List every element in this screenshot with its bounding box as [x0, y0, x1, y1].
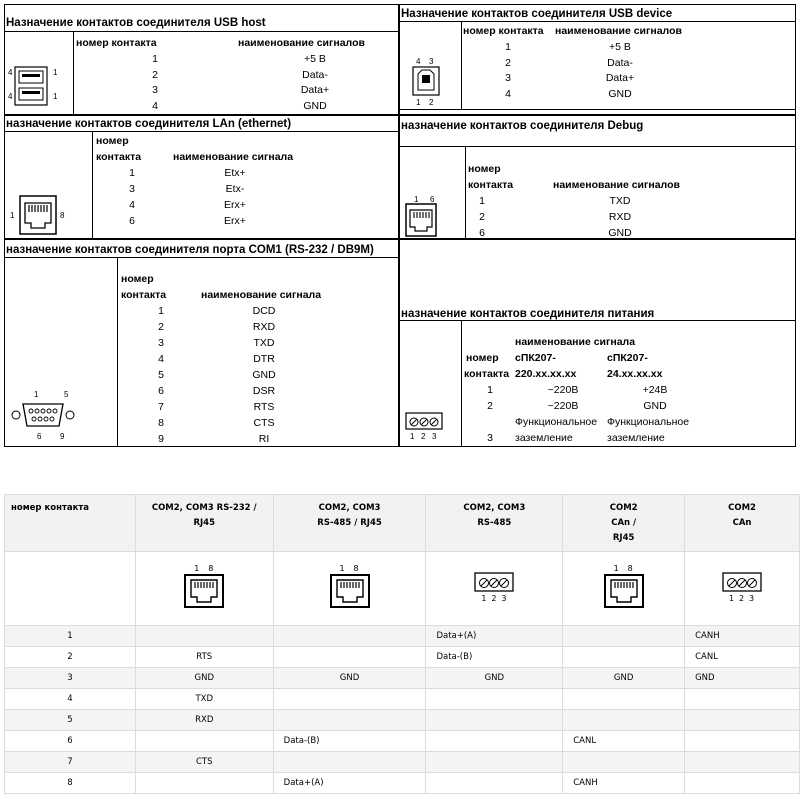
table-cell: Data+(A) [273, 773, 426, 794]
table-cell: 1 [5, 626, 136, 647]
usb-host-row-signal: GND [303, 100, 327, 113]
lan-row-signal: Etx+ [224, 167, 246, 179]
table-cell [563, 626, 685, 647]
usb-host-row-number: 2 [152, 68, 158, 81]
table-row [5, 668, 800, 689]
usb-device-col-contact: номер контакта [463, 25, 544, 37]
table-cell: 2 [5, 647, 136, 668]
rj45-pin-label: 8 [353, 564, 359, 573]
table-cell: GND [563, 668, 685, 689]
com1-title: назначение контактов соединителя порта COM1 (RS-232 / DB9M) [6, 244, 374, 256]
debug-col-signal: наименование сигналов [553, 179, 680, 191]
com1-row-signal: TXD [253, 337, 275, 349]
usb-host-pin-label: 4 [8, 92, 13, 101]
power-row-number: 1 [487, 384, 493, 396]
column-header-line: COM2, COM3 [318, 503, 381, 513]
usb-host-col-contact: номер контакта [76, 37, 157, 49]
table-cell [273, 647, 426, 668]
com1-row-number: 7 [158, 401, 164, 413]
com1-pin-label: 5 [64, 390, 69, 399]
lan-row-signal: Erx+ [224, 199, 246, 211]
com1-col-contact: номер [121, 273, 154, 285]
terminal-pin-label: 2 [491, 593, 497, 603]
connector-cell [273, 552, 426, 626]
table-cell: CANL [563, 731, 685, 752]
power-pin-label: 1 [410, 432, 415, 441]
rj45-icon [330, 566, 370, 610]
table-cell: Data+(A) [426, 626, 563, 647]
usb-host-col-signal: наименование сигналов [238, 37, 365, 49]
table-row [5, 710, 800, 731]
power-row-value: заземление [607, 432, 665, 444]
lan-row-number: 3 [129, 183, 135, 195]
table-cell: CANL [685, 647, 800, 668]
usb-device-pin-label: 2 [429, 98, 434, 107]
table-cell: GND [426, 668, 563, 689]
table-cell: 6 [5, 731, 136, 752]
lan-title-rule [4, 131, 399, 132]
column-header [5, 495, 136, 552]
table-cell: CTS [135, 752, 273, 773]
table-row [5, 647, 800, 668]
debug-pin-label: 1 [414, 195, 419, 204]
table-cell [563, 647, 685, 668]
table-cell: 7 [5, 752, 136, 773]
table-cell [273, 752, 426, 773]
table-cell: RXD [135, 710, 273, 731]
table-cell [273, 710, 426, 731]
com1-row-number: 1 [158, 305, 164, 317]
table-cell [273, 689, 426, 710]
table-row [5, 689, 800, 710]
power-row-value: ~220В [547, 400, 579, 412]
column-header-line: COM2, COM3 [463, 503, 526, 513]
lan-row-number: 4 [129, 199, 135, 211]
column-header [135, 495, 273, 552]
lan-col-contact: номер [96, 135, 129, 147]
usb-host-pin-label: 4 [8, 68, 13, 77]
com1-row-number: 6 [158, 385, 164, 397]
com-pinout-table [4, 494, 800, 794]
usb-host-row-signal: Data+ [300, 84, 330, 97]
power-row-value: +24В [642, 384, 668, 396]
column-header [563, 495, 685, 552]
usb-host-row-signal: +5 В [304, 53, 326, 65]
column-header-line: COM2 [728, 503, 756, 513]
lan-pin-label: 8 [60, 211, 65, 220]
debug-row-number: 6 [479, 227, 485, 239]
table-cell [685, 752, 800, 773]
terminal-block-icon [474, 572, 514, 606]
debug-row-number: 1 [479, 195, 485, 207]
power-divider [461, 320, 462, 447]
debug-pin-label: 6 [430, 195, 435, 204]
com1-row-signal: DTR [253, 353, 275, 365]
usb-device-title: Назначение контактов соединителя USB device [401, 8, 673, 20]
table-cell: CANH [563, 773, 685, 794]
lan-divider [92, 131, 93, 239]
table-cell: Data-(B) [426, 647, 563, 668]
usb-device-pin-label: 1 [416, 98, 421, 107]
column-header-line: COM2, COM3 RS-232 / [151, 503, 257, 513]
column-header [273, 495, 426, 552]
connector-cell [135, 552, 273, 626]
terminal-pin-label: 2 [739, 593, 745, 603]
table-cell [426, 752, 563, 773]
table-cell [685, 710, 800, 731]
usb-device-row-signal: Data- [607, 56, 633, 69]
com1-pin-label: 6 [37, 432, 42, 441]
power-title-rule [399, 320, 796, 321]
debug-col-contact: номер [468, 163, 501, 175]
table-cell: 8 [5, 773, 136, 794]
power-pin-label: 2 [421, 432, 426, 441]
power-col-contact: контакта [464, 368, 510, 380]
usb-device-title-rule [399, 21, 796, 22]
table-cell [426, 710, 563, 731]
lan-col-signal: наименование сигнала [173, 151, 294, 163]
table-cell [426, 773, 563, 794]
connector-cell [5, 552, 136, 626]
lan-row-signal: Erx+ [224, 215, 246, 227]
table-cell [135, 626, 273, 647]
column-header-line: RJ45 [193, 518, 216, 528]
table-cell: GND [273, 668, 426, 689]
usb-device-connector-icon [412, 66, 440, 96]
column-header-line: номер контакта [11, 503, 90, 513]
power-terminal-block-icon [405, 412, 443, 430]
column-header-line: CAn / [611, 518, 637, 528]
power-title: назначение контактов соединителя питания [401, 308, 655, 320]
usb-device-row-signal: GND [608, 88, 632, 101]
power-row-value: заземление [515, 432, 573, 444]
usb-host-pin-label: 1 [53, 68, 58, 77]
com1-pin-label: 9 [60, 432, 65, 441]
terminal-pin-label: 3 [749, 593, 755, 603]
table-cell: 4 [5, 689, 136, 710]
usb-host-connector-icon [14, 66, 48, 106]
debug-rj-connector-icon [405, 203, 437, 237]
table-cell: CANH [685, 626, 800, 647]
column-header [685, 495, 800, 552]
power-row-value: Функциональное [515, 416, 598, 428]
usb-device-row-signal: Data+ [605, 72, 635, 85]
lan-row-number: 1 [129, 167, 135, 179]
table-cell [273, 626, 426, 647]
rj45-pin-label: 1 [339, 564, 345, 573]
usb-device-row-number: 3 [505, 72, 511, 85]
rj45-icon [604, 566, 644, 610]
connector-cell [563, 552, 685, 626]
com1-row-signal: GND [252, 369, 276, 381]
usb-host-divider [73, 31, 74, 115]
debug-row-signal: TXD [609, 195, 631, 207]
column-header-line: RS-485 / RJ45 [317, 518, 382, 528]
column-header-line: COM2 [609, 503, 638, 513]
power-model-220: 220.xx.xx.xx [515, 368, 577, 380]
column-header [426, 495, 563, 552]
usb-device-row-number: 1 [505, 41, 511, 53]
table-icon-row [5, 552, 800, 626]
usb-host-row-number: 3 [152, 84, 158, 97]
com1-row-signal: RTS [253, 401, 275, 413]
table-row [5, 752, 800, 773]
lan-title: назначение контактов соединителя LAn (ethernet) [6, 118, 292, 130]
lan-col-contact: контакта [96, 151, 142, 163]
table-cell [135, 773, 273, 794]
com1-row-number: 5 [158, 369, 164, 381]
com1-db9-connector-icon [10, 400, 76, 430]
com1-row-number: 4 [158, 353, 164, 365]
table-cell [685, 773, 800, 794]
connector-cell [685, 552, 800, 626]
lan-row-signal: Etx- [225, 183, 245, 195]
usb-host-row-number: 1 [152, 53, 158, 65]
table-cell [426, 689, 563, 710]
table-cell: TXD [135, 689, 273, 710]
table-header-row [5, 495, 800, 552]
usb-device-row-number: 4 [505, 88, 511, 101]
connector-cell [426, 552, 563, 626]
power-model-220: сПК207- [515, 352, 556, 364]
column-header-line: CAn [732, 518, 752, 528]
power-model-24: сПК207- [607, 352, 648, 364]
power-row-number: 2 [487, 400, 493, 412]
com1-row-signal: DCD [252, 305, 276, 317]
power-model-24: 24.xx.xx.xx [607, 368, 663, 380]
power-pin-label: 3 [432, 432, 437, 441]
lan-rj45-icon [19, 195, 57, 235]
table-cell: Data-(B) [273, 731, 426, 752]
table-cell: GND [135, 668, 273, 689]
table-cell [426, 731, 563, 752]
usb-device-bottom-rule [399, 109, 796, 110]
table-cell [563, 752, 685, 773]
debug-row-number: 2 [479, 211, 485, 223]
table-cell: 3 [5, 668, 136, 689]
debug-row-signal: GND [608, 227, 632, 239]
terminal-block-icon [722, 572, 762, 606]
com1-row-number: 8 [158, 417, 164, 429]
column-header-line: RS-485 [477, 518, 512, 528]
table-cell: GND [685, 668, 800, 689]
com1-title-rule [4, 257, 399, 258]
table-cell: 5 [5, 710, 136, 731]
rj45-pin-label: 1 [613, 564, 619, 573]
usb-host-title: Назначение контактов соединителя USB host [6, 17, 266, 29]
debug-row-signal: RXD [608, 211, 632, 223]
com1-divider [117, 257, 118, 447]
com1-row-signal: CTS [253, 417, 275, 429]
table-cell [685, 731, 800, 752]
com1-col-signal: наименование сигнала [201, 289, 322, 301]
lan-panel [4, 115, 399, 239]
table-cell [685, 689, 800, 710]
power-col-contact: номер [466, 352, 499, 364]
usb-host-row-number: 4 [152, 100, 158, 113]
usb-device-row-number: 2 [505, 56, 511, 69]
com1-row-number: 3 [158, 337, 164, 349]
rj45-pin-label: 1 [194, 564, 200, 573]
usb-device-row-signal: +5 В [609, 41, 631, 53]
com1-row-number: 2 [158, 321, 164, 333]
usb-host-pin-label: 1 [53, 92, 58, 101]
column-header-line: RJ45 [612, 533, 635, 543]
power-col-signal: наименование сигнала [515, 336, 636, 348]
terminal-pin-label: 3 [501, 593, 507, 603]
rj45-pin-label: 8 [208, 564, 214, 573]
com1-col-contact: контакта [121, 289, 167, 301]
lan-pin-label: 1 [10, 211, 15, 220]
com1-pin-label: 1 [34, 390, 39, 399]
table-row [5, 773, 800, 794]
com1-row-signal: RXD [252, 321, 276, 333]
usb-host-title-rule [4, 31, 399, 32]
com1-row-signal: RI [258, 433, 270, 445]
rj45-pin-label: 8 [627, 564, 633, 573]
com1-row-number: 9 [158, 433, 164, 445]
table-row [5, 731, 800, 752]
power-row-value: ~220В [547, 384, 579, 396]
com1-row-signal: DSR [252, 385, 276, 397]
usb-device-pin-label: 4 [416, 57, 421, 66]
lan-row-number: 6 [129, 215, 135, 227]
table-cell: RTS [135, 647, 273, 668]
debug-title-rule [399, 146, 796, 147]
terminal-pin-label: 1 [729, 593, 735, 603]
usb-device-pin-label: 3 [429, 57, 434, 66]
table-cell [563, 689, 685, 710]
rj45-icon [184, 566, 224, 610]
debug-col-contact: контакта [468, 179, 514, 191]
power-row-value: Функциональное [607, 416, 690, 428]
table-row [5, 626, 800, 647]
usb-device-divider [461, 21, 462, 110]
debug-title: назначение контактов соединителя Debug [401, 120, 644, 132]
usb-host-row-signal: Data- [302, 68, 328, 81]
table-cell [135, 731, 273, 752]
usb-device-col-signal: наименование сигналов [555, 25, 682, 37]
debug-divider [465, 146, 466, 239]
table-cell [563, 710, 685, 731]
terminal-pin-label: 1 [481, 593, 487, 603]
power-row-value: GND [643, 400, 667, 412]
power-row-number: 3 [487, 432, 493, 444]
